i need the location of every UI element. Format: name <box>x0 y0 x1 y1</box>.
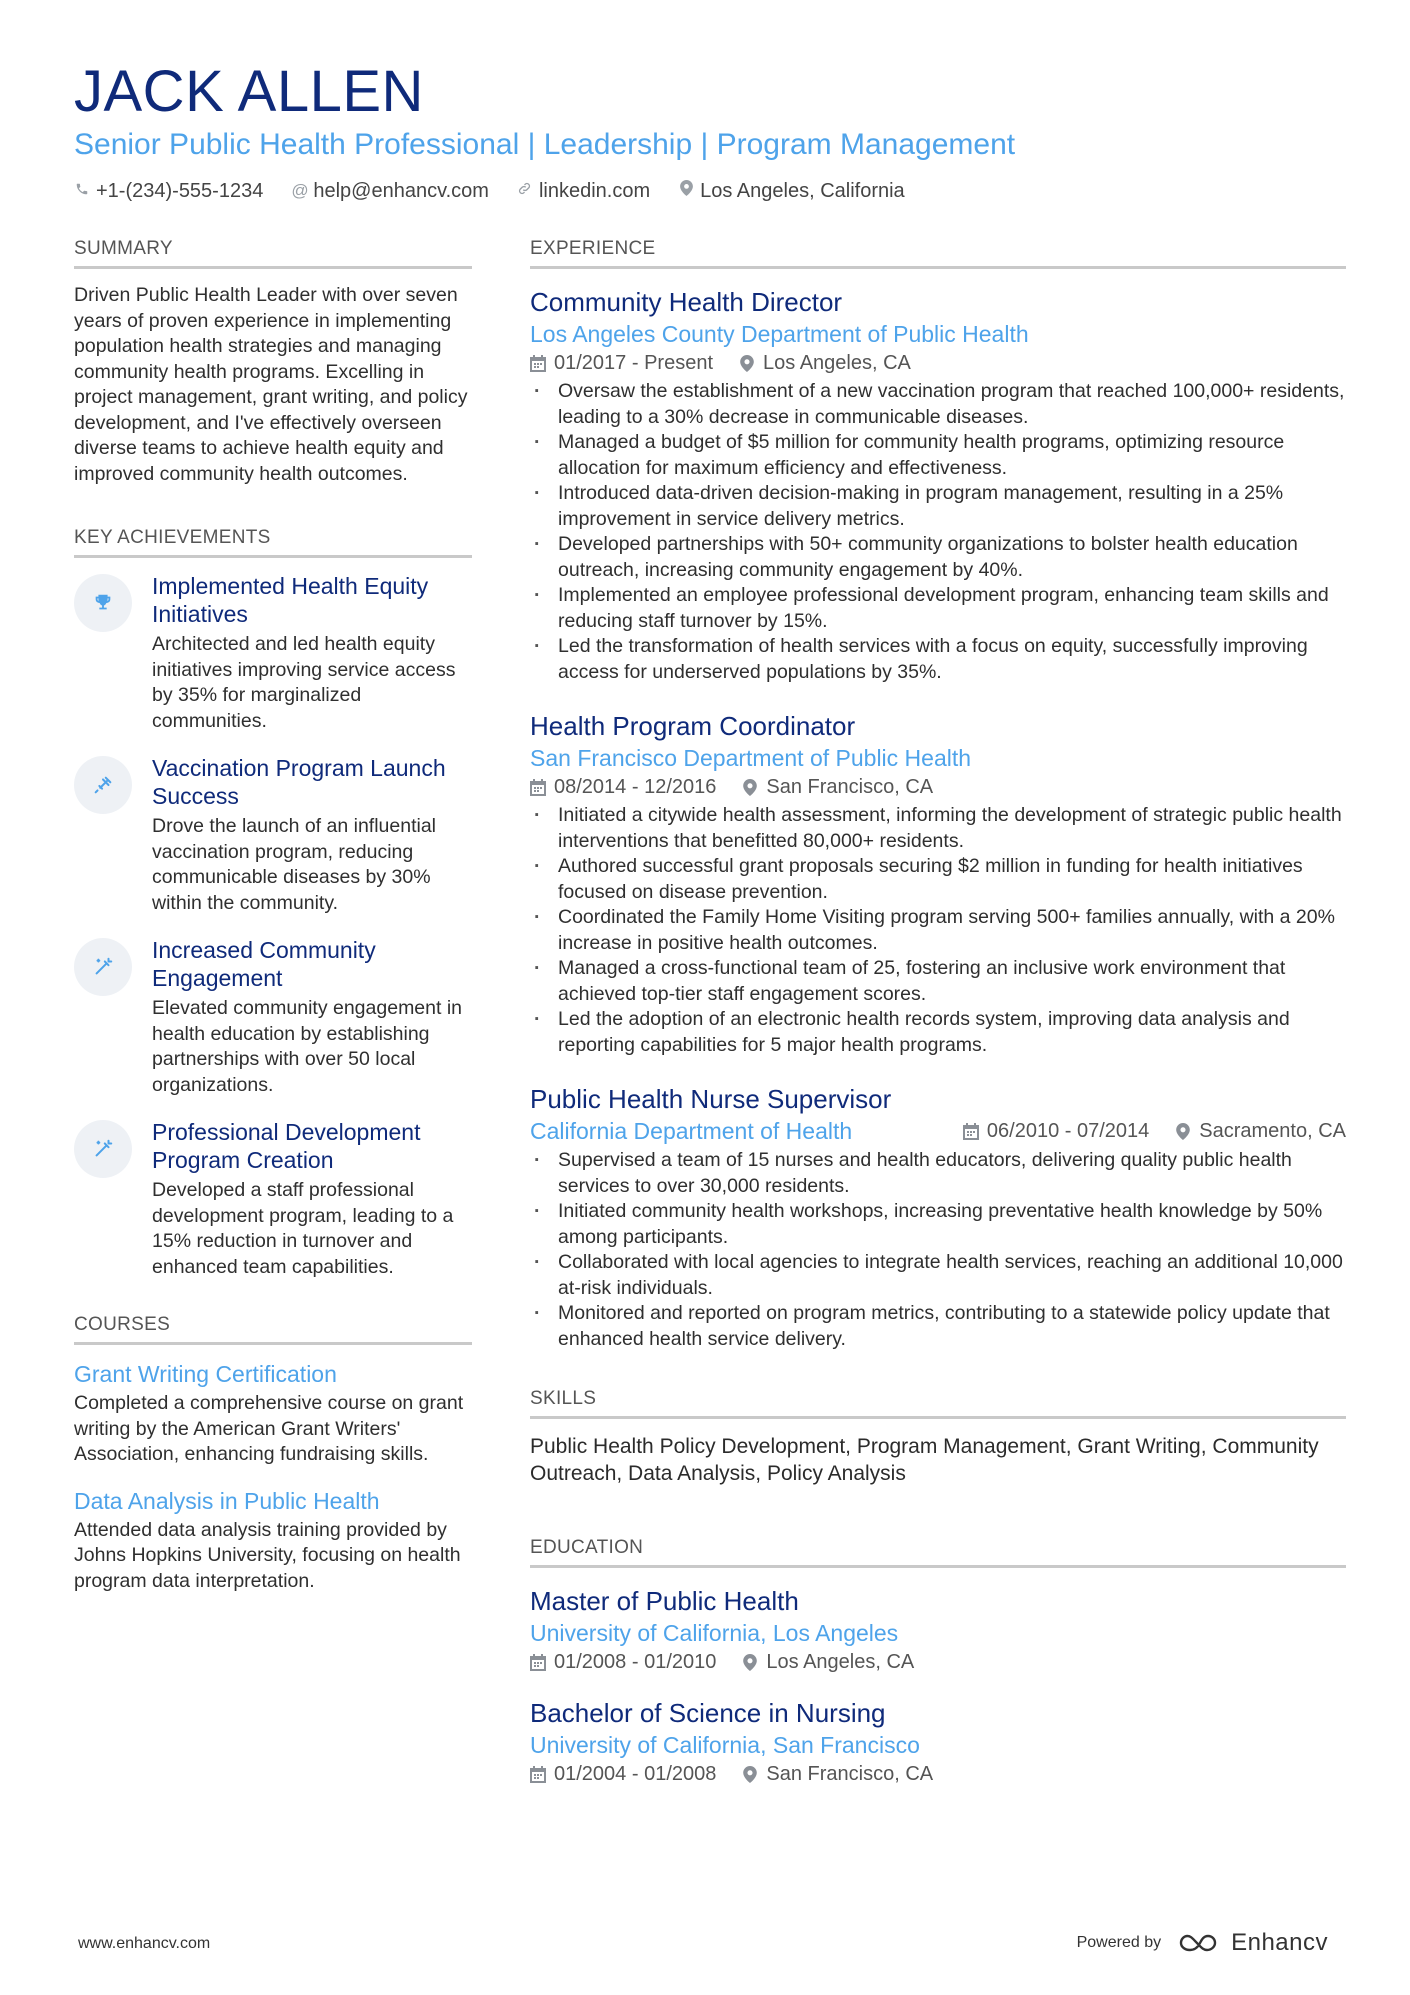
achievement-title: Increased Community Engagement <box>152 937 376 991</box>
contact-bar <box>74 178 1344 204</box>
achievement-title: Vaccination Program Launch Success <box>152 755 446 809</box>
job-organization: California Department of Health <box>530 1118 853 1144</box>
school-name: University of California, San Francisco <box>530 1732 920 1758</box>
job-entry <box>530 709 1346 1058</box>
trophy-icon <box>74 574 132 632</box>
job-organization: San Francisco Department of Public Health <box>530 745 972 771</box>
resume-page <box>74 59 1346 1785</box>
job-bullets <box>530 1148 1346 1352</box>
education-location: Los Angeles, CA <box>766 1651 915 1673</box>
achievement-item <box>74 1118 472 1280</box>
job-bullet: · Initiated a citywide health assessment, informing the development of strategic public health interventions that benefitted 80,000+ residents. <box>530 803 1346 854</box>
left-column <box>74 238 472 1594</box>
achievement-item <box>74 936 472 1098</box>
contact-email[interactable] <box>291 178 489 204</box>
location-text: Los Angeles, California <box>700 180 905 202</box>
achievement-text: Architected and led health equity initiatives improving service access by 35% for marginalized communities. <box>152 633 456 732</box>
job-bullet: · Authored successful grant proposals securing $2 million in funding for health initiatives focused on disease prevention. <box>530 854 1346 905</box>
education-meta <box>530 1648 1346 1676</box>
location-pin-icon <box>678 178 694 204</box>
course-item <box>74 1359 472 1468</box>
course-text: Completed a comprehensive course on grant writing by the American Grant Writers' Association, enhancing fundraising skills. <box>74 1392 464 1465</box>
job-title: Public Health Nurse Supervisor <box>530 1084 892 1114</box>
calendar-icon <box>530 1766 546 1783</box>
right-column <box>530 238 1346 1788</box>
infinity-logo-icon <box>1177 1931 1223 1955</box>
contact-location <box>678 178 905 204</box>
education-dates: 01/2008 - 01/2010 <box>554 1651 717 1673</box>
education-title: EDUCATION <box>530 1537 1346 1568</box>
job-bullet: · Introduced data-driven decision-making in program management, resulting in a 25% improvement in service delivery metrics. <box>530 481 1346 532</box>
summary-section <box>74 238 472 487</box>
job-dates: 01/2017 - Present <box>554 352 713 374</box>
job-bullet: · Led the adoption of an electronic health records system, improving data analysis and reporting capabilities for 5 major health programs. <box>530 1007 1346 1058</box>
course-title: Data Analysis in Public Health <box>74 1487 380 1514</box>
summary-text: Driven Public Health Leader with over seven years of proven experience in implementing population health strategies and managing community health programs. Excelling in project management, grant writing, and policy development, and I've effectively overseen diverse teams to achieve health equity and improved community health outcomes. <box>74 284 468 485</box>
job-bullet: · Monitored and reported on program metrics, contributing to a statewide policy update that enhanced health service delivery. <box>530 1301 1346 1352</box>
syringe-icon <box>74 756 132 814</box>
course-title: Grant Writing Certification <box>74 1361 337 1387</box>
location-pin-icon <box>1175 1123 1191 1140</box>
achievements-section <box>74 527 472 1280</box>
page-footer <box>78 1925 1328 1965</box>
achievement-item <box>74 754 472 916</box>
achievements-list <box>74 572 472 1280</box>
location-pin-icon <box>742 1654 758 1671</box>
job-meta <box>530 773 1346 801</box>
magic-wand-icon <box>74 938 132 996</box>
calendar-icon <box>530 1654 546 1671</box>
experience-section <box>530 238 1346 1352</box>
job-bullets <box>530 379 1346 685</box>
education-item <box>530 1584 1346 1676</box>
contact-phone[interactable] <box>74 178 263 204</box>
education-dates: 01/2004 - 01/2008 <box>554 1763 717 1785</box>
school-name: University of California, Los Angeles <box>530 1620 899 1646</box>
at-icon: @ <box>291 181 309 200</box>
job-bullet: · Led the transformation of health services with a focus on equity, successfully improving access for underserved populations by 35%. <box>530 634 1346 685</box>
phone-text: +1-(234)-555-1234 <box>96 180 264 202</box>
courses-section <box>74 1314 472 1594</box>
candidate-name: JACK ALLEN <box>74 59 424 124</box>
job-bullet: · Collaborated with local agencies to integrate health services, reaching an additional 10,000 at-risk individuals. <box>530 1250 1346 1301</box>
job-organization: Los Angeles County Department of Public Health <box>530 321 1029 347</box>
education-meta <box>530 1760 1346 1788</box>
course-item <box>74 1486 472 1595</box>
powered-by-text: Powered by <box>1076 1934 1162 1951</box>
achievement-title: Professional Development Program Creation <box>152 1119 421 1173</box>
magic-wand-icon <box>74 1120 132 1178</box>
education-location: San Francisco, CA <box>766 1763 934 1785</box>
job-title: Health Program Coordinator <box>530 711 856 741</box>
contact-linkedin[interactable] <box>517 178 650 204</box>
job-bullet: · Implemented an employee professional development program, enhancing team skills and reducing staff turnover by 15%. <box>530 583 1346 634</box>
job-bullet: · Initiated community health workshops, increasing preventative health knowledge by 50% among participants. <box>530 1199 1346 1250</box>
summary-title: SUMMARY <box>74 238 472 269</box>
skills-text: Public Health Policy Development, Program Management, Grant Writing, Community Outreach, Data Analysis, Policy Analysis <box>530 1435 1319 1485</box>
degree-title: Master of Public Health <box>530 1586 799 1616</box>
job-org-meta-row <box>530 1116 1346 1146</box>
achievements-title: KEY ACHIEVEMENTS <box>74 527 472 558</box>
enhancv-logo[interactable] <box>1177 1929 1328 1957</box>
experience-title: EXPERIENCE <box>530 238 1346 269</box>
location-pin-icon <box>742 1766 758 1783</box>
phone-icon <box>74 178 90 204</box>
education-item <box>530 1696 1346 1788</box>
email-text: help@enhancv.com <box>313 180 489 202</box>
job-location: Sacramento, CA <box>1199 1120 1346 1142</box>
job-location: Los Angeles, CA <box>763 352 911 374</box>
job-meta <box>530 349 1346 377</box>
achievement-text: Drove the launch of an influential vaccination program, reducing communicable diseases by 30% within the community. <box>152 815 437 914</box>
calendar-icon <box>530 779 546 796</box>
job-title: Community Health Director <box>530 287 843 317</box>
job-entry <box>530 1082 1346 1352</box>
job-bullet: · Oversaw the establishment of a new vaccination program that reached 100,000+ residents, leading to a 30% decrease in communicable diseases. <box>530 379 1346 430</box>
courses-title: COURSES <box>74 1314 472 1345</box>
job-bullets <box>530 803 1346 1058</box>
job-dates: 08/2014 - 12/2016 <box>554 776 717 798</box>
calendar-icon <box>530 355 546 372</box>
skills-section <box>530 1388 1346 1487</box>
calendar-icon <box>963 1123 979 1140</box>
achievement-item <box>74 572 472 734</box>
job-bullet: · Supervised a team of 15 nurses and health educators, delivering quality public health services to over 30,000 residents. <box>530 1148 1346 1199</box>
degree-title: Bachelor of Science in Nursing <box>530 1698 886 1728</box>
footer-url[interactable]: www.enhancv.com <box>78 1935 211 1952</box>
job-bullet: · Managed a cross-functional team of 25, fostering an inclusive work environment that achieved top-tier staff engagement scores. <box>530 956 1346 1007</box>
achievement-text: Elevated community engagement in health education by establishing partnerships with over 50 local organizations. <box>152 997 463 1096</box>
headline: Senior Public Health Professional | Leadership | Program Management <box>74 128 1016 161</box>
skills-title: SKILLS <box>530 1388 1346 1419</box>
footer-brand <box>1077 1929 1328 1957</box>
location-pin-icon <box>739 355 755 372</box>
course-text: Attended data analysis training provided by Johns Hopkins University, focusing on health program data interpretation. <box>74 1518 461 1592</box>
link-icon <box>517 178 533 204</box>
job-dates: 06/2010 - 07/2014 <box>986 1120 1150 1142</box>
brand-name: Enhancv <box>1231 1929 1328 1956</box>
linkedin-text: linkedin.com <box>538 180 651 202</box>
job-location: San Francisco, CA <box>766 776 934 798</box>
job-bullet: · Coordinated the Family Home Visiting program serving 500+ families annually, with a 20% increase in positive health outcomes. <box>530 905 1346 956</box>
job-meta <box>963 1117 1346 1145</box>
job-bullet: · Developed partnerships with 50+ community organizations to bolster health education outreach, increasing community engagement by 40%. <box>530 532 1346 583</box>
job-bullet: · Managed a budget of $5 million for community health programs, optimizing resource allocation for maximum efficiency and effectiveness. <box>530 430 1346 481</box>
achievement-text: Developed a staff professional development program, leading to a 15% reduction in turnover and enhanced team capabilities. <box>152 1179 454 1278</box>
achievement-title: Implemented Health Equity Initiatives <box>152 573 429 627</box>
education-section <box>530 1537 1346 1788</box>
location-pin-icon <box>742 779 758 796</box>
job-entry <box>530 285 1346 685</box>
